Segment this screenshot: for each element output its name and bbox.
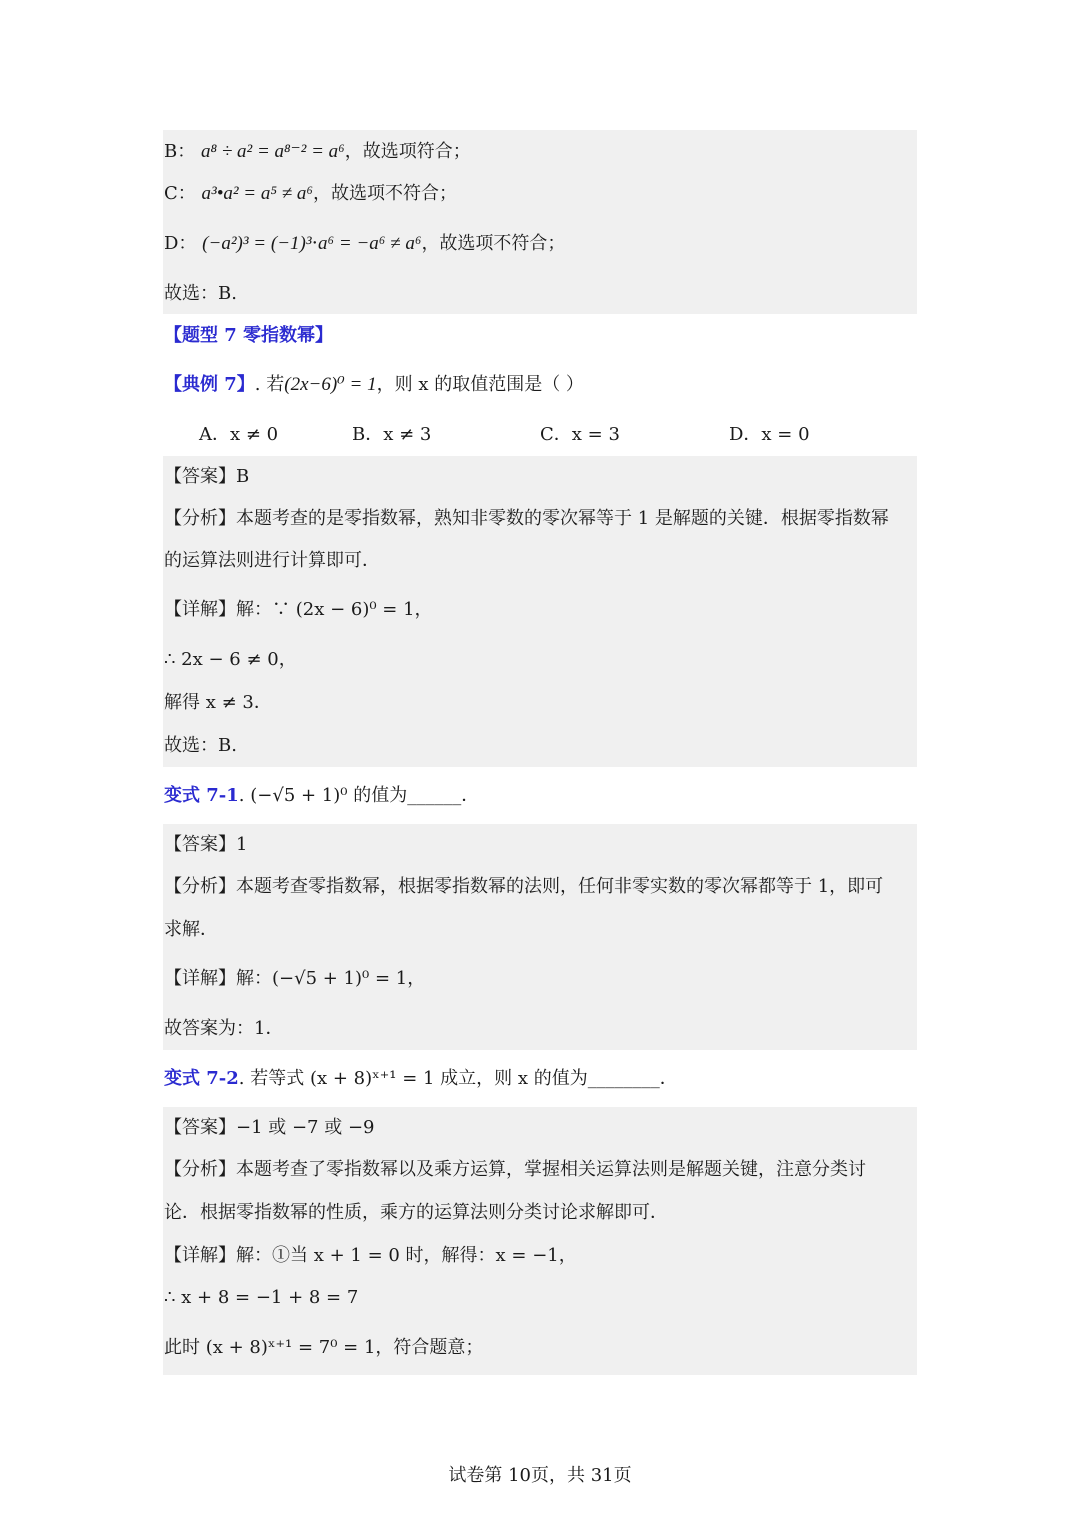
example7-stem-pre: . 若 — [254, 374, 285, 395]
variant72-stem — [164, 1067, 678, 1091]
example7-conclusion: 故选：B. — [164, 735, 237, 756]
example7-option-c: C．x = 3 — [540, 424, 620, 445]
variant71-stem-text: . (−√5 + 1)⁰ 的值为______． — [238, 785, 480, 806]
example7-answer: 【答案】B — [164, 466, 250, 487]
example7-option-d: D．x = 0 — [729, 424, 810, 445]
option-c-line — [164, 182, 457, 206]
variant72-label: 变式 7-2 — [164, 1068, 239, 1089]
example7-analysis-2: 的运算法则进行计算即可． — [164, 550, 380, 571]
prev-conclusion: 故选：B. — [164, 283, 237, 304]
section-title: 【题型 7 零指数幂】 — [164, 325, 334, 346]
variant71-stem — [164, 784, 479, 808]
variant72-detail-2: ∴ x + 8 = −1 + 8 = 7 — [164, 1287, 359, 1308]
option-c-label: C： — [164, 183, 196, 204]
variant72-answer: 【答案】−1 或 −7 或 −9 — [164, 1117, 375, 1138]
variant71-analysis-2: 求解． — [164, 919, 218, 940]
option-b-label: B： — [164, 141, 196, 162]
option-b-math: a⁸ ÷ a² = a⁸⁻² = a⁶ — [200, 141, 345, 162]
example7-stem — [164, 373, 584, 397]
option-d-line — [164, 232, 565, 256]
variant72-stem-text: . 若等式 (x + 8)ˣ⁺¹ = 1 成立，则 x 的值为________． — [238, 1068, 678, 1089]
example7-option-b: B．x ≠ 3 — [352, 424, 432, 445]
option-c-math: a³•a² = a⁵ ≠ a⁶ — [201, 183, 314, 204]
variant72-detail-1: 【详解】解：①当 x + 1 = 0 时，解得：x = −1， — [164, 1245, 577, 1266]
option-d-text: ，故选项不符合； — [421, 233, 566, 254]
example7-detail-3: 解得 x ≠ 3． — [164, 692, 272, 713]
option-b-text: ，故选项符合； — [344, 141, 471, 162]
example7-stem-post: ，则 x 的取值范围是（ ） — [376, 374, 584, 395]
example7-detail-1: 【详解】解：∵ (2x − 6)⁰ = 1， — [164, 599, 433, 620]
variant72-analysis-2: 论．根据零指数幂的性质，乘方的运算法则分类讨论求解即可． — [164, 1202, 668, 1223]
variant72-analysis-1: 【分析】本题考查了零指数幂以及乘方运算，掌握相关运算法则是解题关键，注意分类讨 — [164, 1159, 866, 1180]
example7-detail-2: ∴ 2x − 6 ≠ 0， — [164, 649, 297, 670]
example7-label: 【典例 7】 — [164, 374, 255, 395]
variant71-answer: 【答案】1 — [164, 834, 248, 855]
example7-stem-math: (2x−6)⁰ = 1 — [284, 374, 377, 395]
option-b-line — [164, 140, 471, 164]
variant71-detail-1: 【详解】解：(−√5 + 1)⁰ = 1， — [164, 968, 426, 989]
variant72-detail-3: 此时 (x + 8)ˣ⁺¹ = 7⁰ = 1，符合题意； — [164, 1337, 484, 1358]
option-d-label: D： — [164, 233, 197, 254]
variant71-analysis-1: 【分析】本题考查零指数幂，根据零指数幂的法则，任何非零实数的零次幂都等于 1，即可 — [164, 876, 884, 897]
variant71-label: 变式 7-1 — [164, 785, 239, 806]
example7-analysis-1: 【分析】本题考查的是零指数幂，熟知非零数的零次幂等于 1 是解题的关键．根据零指数幂 — [164, 508, 889, 529]
page-footer: 试卷第 10页，共 31页 — [448, 1465, 632, 1486]
variant71-conclusion: 故答案为：1． — [164, 1018, 284, 1039]
variant72-solution-block — [163, 1107, 917, 1375]
option-c-text: ，故选项不符合； — [313, 183, 458, 204]
example7-option-a: A．x ≠ 0 — [199, 424, 279, 445]
option-d-math: (−a²)³ = (−1)³⋅a⁶ = −a⁶ ≠ a⁶ — [202, 233, 422, 254]
